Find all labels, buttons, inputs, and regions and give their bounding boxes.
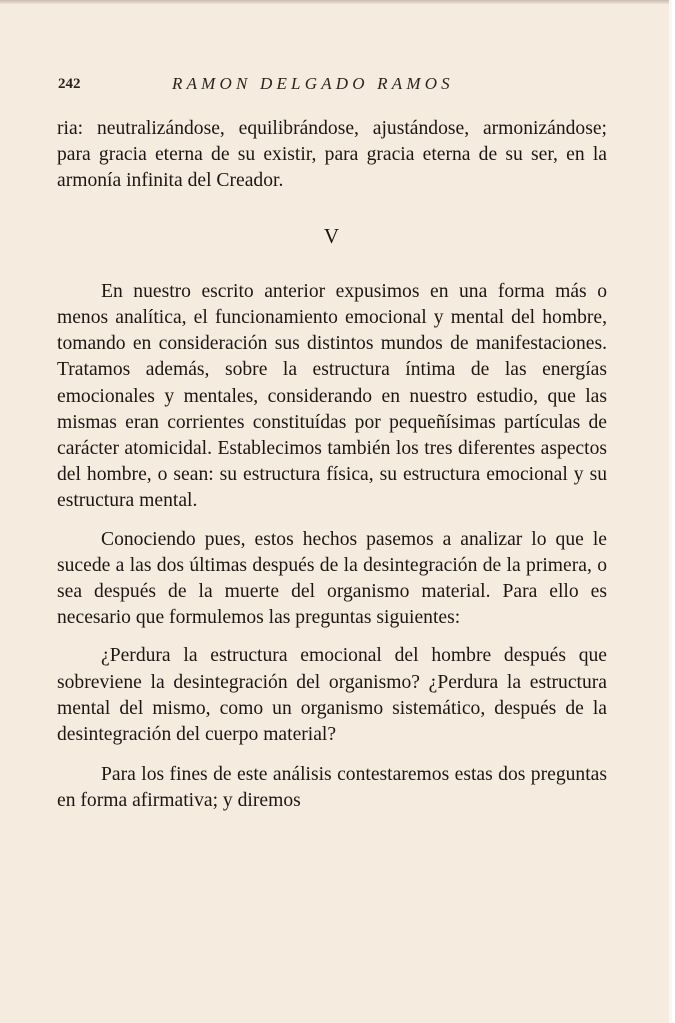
page-top-edge (0, 0, 672, 4)
page-body (57, 116, 607, 815)
running-head (58, 74, 618, 98)
section-heading: V (323, 223, 341, 248)
page-number: 242 (58, 76, 81, 92)
paragraph-1: En nuestro escrito anterior expusimos en una forma más o menos analítica, el funcionamiento emocional y mental del hombre, tomando en consideración sus distintos mundos de manifestaciones. Tratamos además, sobre la estructura íntima de las energías emocionales y mentales, considerando en nuestro estudio, que las mismas eran corrientes constituídas por pequeñísimas partículas de carácter atomicidal. Establecimos también los tres diferentes aspectos del hombre, o sean: su estructura física, su estructura emocional y su estructura mental. (57, 280, 607, 512)
paragraph-4: Para los fines de este análisis contestaremos estas dos preguntas en forma afirmativa; y diremos (57, 764, 607, 812)
paragraph-3: ¿Perdura la estructura emocional del hombre después que sobreviene la desintegración del organismo? ¿Perdura la estructura mental del mismo, como un organismo sistemático, después de la desintegración del cuerpo material? (57, 645, 607, 746)
page-right-edge (669, 0, 672, 1023)
paragraph-2: Conociendo pues, estos hechos pasemos a analizar lo que le sucede a las dos últimas después de la desintegración de la primera, o sea después de la muerte del organismo material. Para ello es necesario que formulemos las preguntas siguientes: (57, 528, 607, 629)
running-title: RAMON DELGADO RAMOS (172, 74, 454, 93)
continuation-paragraph: ria: neutralizándose, equilibrándose, ajustándose, armonizándose; para gracia eterna de su existir, para gracia eterna de su ser, en la armonía infinita del Creador. (57, 118, 607, 192)
